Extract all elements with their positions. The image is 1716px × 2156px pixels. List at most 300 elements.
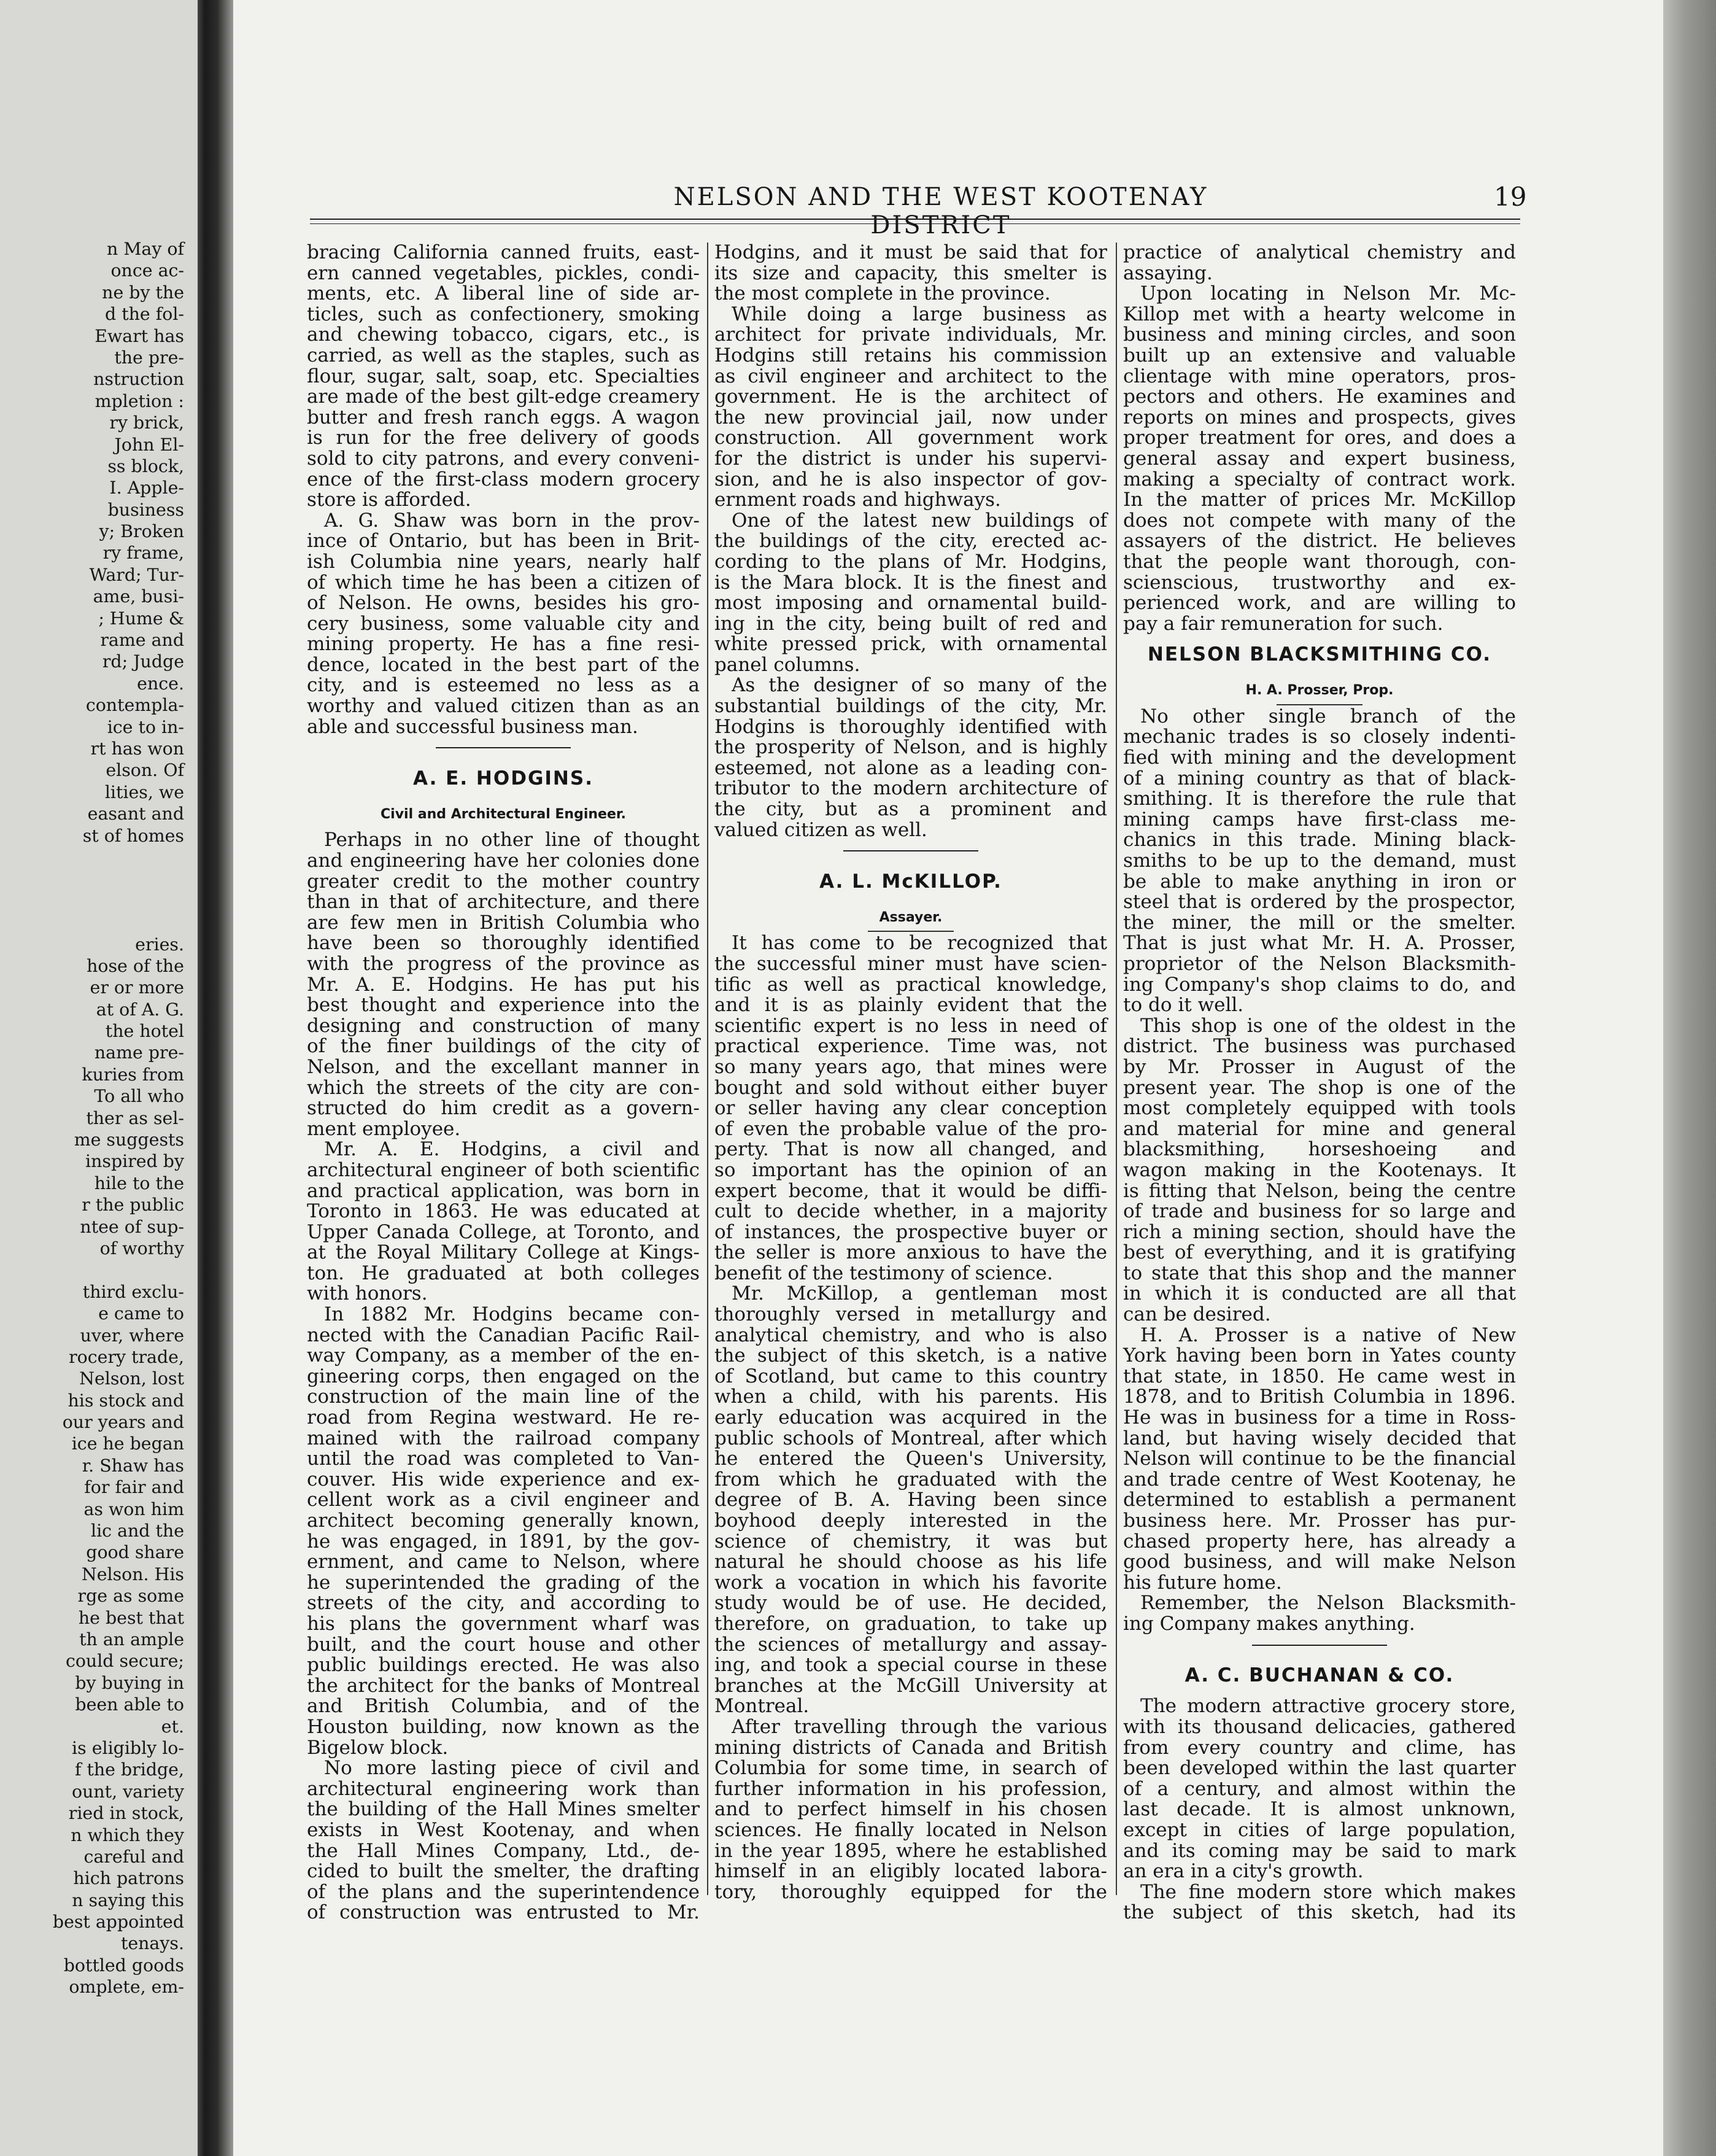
section-heading: A. L. McKILLOP. — [819, 870, 1002, 893]
text-line: chased property here, has already a — [1123, 1530, 1516, 1553]
text-line: architectural engineering work than — [307, 1777, 700, 1800]
text-line: Columbia for some time, in search of — [714, 1757, 1107, 1780]
text-line: by Mr. Prosser in August of the — [1123, 1055, 1516, 1078]
text-line: structed do him credit as a govern- — [307, 1097, 700, 1120]
text-line: most completely equipped with tools — [1123, 1097, 1516, 1120]
text-line: dence, located in the best part of the — [307, 653, 700, 676]
text-line: way Company, as a member of the en- — [307, 1344, 700, 1367]
text-line: is the Mara block. It is the finest and — [714, 571, 1107, 594]
text-line: study would be of use. He decided, — [714, 1592, 1107, 1615]
text-line: which the streets of the city are con- — [307, 1076, 700, 1099]
text-line: pay a fair remuneration for such. — [1123, 612, 1444, 635]
text-line: gineering corps, then engaged on the — [307, 1365, 700, 1387]
text-line: been developed within the last quarter — [1123, 1757, 1516, 1780]
text-line: with honors. — [307, 1282, 428, 1305]
text-line: That is just what Mr. H. A. Prosser, — [1123, 932, 1516, 955]
text-line: architect for private individuals, Mr. — [714, 324, 1107, 346]
text-line: land, but having wisely decided that — [1123, 1427, 1516, 1449]
text-line: Nelson will continue to be the financial — [1123, 1448, 1516, 1470]
text-line: and British Columbia, and of the — [307, 1695, 700, 1718]
text-line: branches at the McGill University at — [714, 1674, 1107, 1697]
text-line: of the finer buildings of the city of — [307, 1035, 700, 1058]
text-line: business here. Mr. Prosser has pur- — [1123, 1510, 1516, 1532]
text-line: public schools of Montreal, after which — [714, 1427, 1107, 1449]
text-line: practical experience. Time was, not — [714, 1035, 1107, 1058]
text-line: mining property. He has a fine resi- — [307, 633, 700, 656]
text-line: scientific expert is no less in need of — [714, 1014, 1107, 1037]
fragment-line: ; Hume & — [98, 608, 184, 629]
fragment-line: omplete, em- — [69, 1977, 184, 1998]
text-line: The modern attractive grocery store, — [1140, 1695, 1516, 1718]
text-line: the Hall Mines Company, Ltd., de- — [307, 1839, 700, 1862]
text-line: natural he should choose as his life — [714, 1551, 1107, 1573]
text-line: and chewing tobacco, cigars, etc., is — [307, 324, 700, 346]
text-line: science of chemistry, it was but — [714, 1530, 1107, 1553]
text-line: No more lasting piece of civil and — [324, 1757, 700, 1780]
fragment-line: rocery trade, — [69, 1346, 184, 1367]
fragment-line: been able to — [75, 1694, 184, 1715]
text-line: flour, sugar, salt, soap, etc. Specialties — [307, 365, 700, 387]
text-line: 1878, and to British Columbia in 1896. — [1123, 1386, 1516, 1408]
text-line: perty. That is now all changed, and — [714, 1138, 1107, 1161]
fragment-line: st of homes — [82, 825, 184, 846]
text-line: Killop met with a hearty welcome in — [1123, 303, 1516, 325]
text-line: ment employee. — [307, 1117, 461, 1140]
page-edge-shadow — [1663, 0, 1716, 2156]
text-line: exists in West Kootenay, and when — [307, 1818, 700, 1841]
text-line: can be desired. — [1123, 1303, 1271, 1326]
text-line: While doing a large business as — [732, 303, 1107, 325]
fragment-line: ice to in- — [107, 716, 184, 737]
fragment-line — [0, 890, 184, 912]
text-line: of construction was entrusted to Mr. — [307, 1901, 700, 1924]
text-line: assayers of the district. He believes — [1123, 530, 1516, 553]
fragment-line: his stock and — [68, 1390, 184, 1411]
fragment-line: tenays. — [120, 1933, 184, 1954]
text-line: ton. He graduated at both colleges — [307, 1262, 700, 1284]
fragment-line: is eligibly lo- — [72, 1737, 184, 1758]
text-line: boyhood deeply interested in the — [714, 1510, 1107, 1532]
text-line: blacksmithing, horseshoeing and — [1123, 1138, 1516, 1161]
text-line: construction of the main line of the — [307, 1386, 700, 1408]
text-line: able and successful business man. — [307, 715, 638, 738]
text-line: In the matter of prices Mr. McKillop — [1123, 489, 1516, 511]
section-divider — [1123, 1635, 1516, 1656]
text-line: Hodgins still retains his commission — [714, 344, 1107, 366]
text-line: Upper Canada College, at Toronto, and — [307, 1220, 700, 1243]
text-line: so important has the opinion of an — [714, 1158, 1107, 1181]
fragment-line: Nelson. His — [81, 1564, 184, 1584]
text-line: present year. The shop is one of the — [1123, 1076, 1516, 1099]
text-line: mining camps have first-class me- — [1123, 808, 1516, 831]
text-line: from which he graduated with the — [714, 1468, 1107, 1491]
text-line: Houston building, now known as the — [307, 1715, 700, 1738]
text-line: store is afforded. — [307, 489, 471, 511]
text-line: an era in a city's growth. — [1123, 1860, 1364, 1883]
text-line: ish Columbia nine years, nearly half — [307, 550, 700, 573]
text-line: Hodgins, and it must be said that for — [714, 241, 1107, 263]
text-line: He was in business for a time in Ross- — [1123, 1406, 1516, 1429]
text-line: in which it is conducted are all that — [1123, 1282, 1516, 1305]
running-title: NELSON AND THE WEST KOOTENAY DISTRICT — [673, 183, 1208, 239]
text-line: analytical chemistry, and who is also — [714, 1324, 1107, 1346]
text-line: perienced work, and are willing to — [1123, 592, 1516, 615]
fragment-line: business — [107, 499, 184, 520]
fragment-line: third exclu- — [82, 1281, 184, 1302]
text-line: of Scotland, but came to this country — [714, 1365, 1107, 1387]
column-divider — [1116, 242, 1117, 1895]
fragment-line: the pre- — [114, 347, 184, 368]
fragment-line: ntee of sup- — [80, 1216, 184, 1237]
fragment-line: I. Apple- — [109, 478, 184, 498]
text-line: bracing California canned fruits, east- — [307, 241, 700, 263]
text-line: general assay and expert business, — [1123, 447, 1516, 470]
text-line: and practical application, was born in — [307, 1179, 700, 1202]
fragment-line: elson. Of — [106, 760, 184, 781]
text-line: Mr. A. E. Hodgins, a civil and — [324, 1138, 700, 1161]
text-line: thoroughly versed in metallurgy and — [714, 1303, 1107, 1326]
text-line: ments, etc. A liberal line of side ar- — [307, 282, 700, 305]
fragment-line: inspired by — [85, 1151, 184, 1172]
fragment-line: once ac- — [110, 260, 184, 281]
text-line: in the year 1895, where he established — [714, 1839, 1107, 1862]
facing-page-fragment — [0, 0, 198, 2156]
text-line: rich a mining section, should have the — [1123, 1220, 1516, 1243]
text-line: ing Company makes anything. — [1123, 1612, 1415, 1635]
text-line: the building of the Hall Mines smelter — [307, 1798, 700, 1821]
text-line: It has come to be recognized that — [732, 932, 1107, 955]
text-line: with its thousand delicacies, gathered — [1123, 1715, 1516, 1738]
section-subheading: Assayer. — [714, 902, 1107, 933]
fragment-line: ried in stock, — [68, 1803, 184, 1824]
fragment-line: ount, variety — [72, 1781, 184, 1802]
fragment-line: n which they — [71, 1824, 184, 1845]
text-line: esteemed, not alone as a leading con- — [714, 756, 1107, 779]
text-line: sold to city patrons, and every conveni- — [307, 447, 700, 470]
fragment-line: our years and — [62, 1412, 184, 1433]
fragment-line: Ward; Tur- — [89, 564, 184, 585]
text-line: tributor to the modern architecture of — [714, 777, 1107, 800]
text-line: best thought and experience into the — [307, 994, 700, 1017]
text-line: Montreal. — [714, 1695, 810, 1718]
text-line: the successful miner must have scien- — [714, 952, 1107, 975]
text-line: therefore, on graduation, to take up — [714, 1612, 1107, 1635]
text-line: work a vocation in which his favorite — [714, 1571, 1107, 1594]
text-line: Toronto in 1863. He was educated at — [307, 1200, 700, 1223]
text-line: One of the latest new buildings of — [732, 509, 1107, 532]
fragment-line: the hotel — [105, 1021, 184, 1042]
text-line: cided to built the smelter, the drafting — [307, 1860, 700, 1883]
fragment-line: ther as sel- — [86, 1107, 184, 1128]
text-line: its size and capacity, this smelter is — [714, 262, 1107, 284]
text-line: of which time he has been a citizen of — [307, 571, 700, 594]
text-line: the sciences of metallurgy and assay- — [714, 1633, 1107, 1656]
text-line: smiths to be up to the demand, must — [1123, 850, 1516, 872]
text-line: proprietor of the Nelson Blacksmith- — [1123, 952, 1516, 975]
text-line: degree of B. A. Having been since — [714, 1489, 1107, 1511]
text-line: Mr. A. E. Hodgins. He has put his — [307, 973, 700, 996]
fragment-line: r the public — [82, 1195, 184, 1216]
fragment-line: d the fol- — [105, 304, 184, 325]
text-line: assaying. — [1123, 262, 1213, 284]
page-number: 19 — [1494, 182, 1527, 212]
fragment-line: th an ample — [79, 1629, 184, 1650]
text-line: A. G. Shaw was born in the prov- — [324, 509, 700, 532]
text-line: mining districts of Canada and British — [714, 1736, 1107, 1759]
text-line: mechanic trades is so closely indenti- — [1123, 726, 1516, 748]
text-line: fied with mining and the development — [1123, 746, 1516, 769]
text-line: the miner, the mill or the smelter. — [1123, 911, 1516, 934]
fragment-line: me suggests — [74, 1130, 184, 1150]
text-line: Perhaps in no other line of thought — [324, 829, 700, 851]
text-line: determined to establish a permanent — [1123, 1489, 1516, 1511]
fragment-line: ry brick, — [109, 413, 184, 433]
text-line: clientage with mine operators, pros- — [1123, 365, 1516, 387]
text-line: the prosperity of Nelson, and is highly — [714, 736, 1107, 759]
fragment-line: ame, busi- — [93, 586, 184, 607]
fragment-line: at of A. G. — [96, 999, 184, 1020]
text-line: sion, and he is also inspector of gov- — [714, 468, 1107, 491]
text-column-3 — [1123, 242, 1516, 1923]
text-line: ence of the first-class modern grocery — [307, 468, 700, 491]
text-line: and it is as plainly evident that the — [714, 994, 1107, 1017]
section-divider — [307, 737, 700, 758]
fragment-line: rge as some — [77, 1586, 184, 1607]
fragment-line: could secure; — [65, 1651, 184, 1672]
text-line: of the plans and the superintendence — [307, 1880, 700, 1903]
text-line: nected with the Canadian Pacific Rail- — [307, 1324, 700, 1346]
text-line: ernment roads and highways. — [714, 489, 1001, 511]
fragment-line: uver, where — [80, 1325, 184, 1346]
text-line: city, and is esteemed no less as a — [307, 674, 700, 697]
fragment-line: ss block, — [107, 456, 184, 476]
text-line: Hodgins is thoroughly identified with — [714, 715, 1107, 738]
text-line: reports on mines and prospects, gives — [1123, 406, 1516, 428]
fragment-line: er or more — [90, 977, 184, 998]
section-subheading: H. A. Prosser, Prop. — [1123, 675, 1516, 706]
text-line: built, and the court house and other — [307, 1633, 700, 1656]
fragment-line: rt has won — [90, 738, 184, 759]
text-line: bought and sold without either buyer — [714, 1076, 1107, 1099]
fragment-line: ne by the — [102, 282, 184, 303]
text-line: ing in the city, being built of red and — [714, 612, 1107, 635]
text-line: of even the probable value of the pro- — [714, 1117, 1107, 1140]
text-line: the subject of this sketch, had its — [1123, 1901, 1516, 1924]
fragment-line: contempla- — [85, 695, 184, 716]
fragment-line: hose of the — [87, 955, 184, 976]
fragment-line: rame and — [100, 630, 184, 651]
text-line: mained with the railroad company — [307, 1427, 700, 1449]
text-line: cery business, some valuable city and — [307, 612, 700, 635]
fragment-line: careful and — [83, 1846, 184, 1867]
fragment-line: Nelson, lost — [79, 1368, 184, 1389]
section-divider — [714, 840, 1107, 861]
text-line: so many years ago, that mines were — [714, 1055, 1107, 1078]
text-line: government. He is the architect of — [714, 386, 1107, 408]
text-line: at the Royal Military College at Kings- — [307, 1241, 700, 1264]
fragment-line: rd; Judge — [102, 651, 184, 672]
text-line: as civil engineer and architect to the — [714, 365, 1107, 387]
text-line: built up an extensive and valuable — [1123, 344, 1516, 366]
text-column-1 — [307, 242, 700, 1923]
text-column-2 — [714, 242, 1107, 1902]
text-line: good business, and will make Nelson — [1123, 1551, 1516, 1573]
fragment-line: n saying this — [72, 1890, 184, 1910]
text-line: than in that of architecture, and there — [307, 891, 700, 913]
fragment-line — [0, 912, 184, 933]
text-line: carried, as well as the staples, such as — [307, 344, 700, 366]
text-line: Nelson, and the excellant manner in — [307, 1055, 700, 1078]
fragment-line — [0, 847, 184, 868]
fragment-line: To all who — [94, 1086, 184, 1107]
text-line: making a specialty of contract work. — [1123, 468, 1516, 491]
text-line: of a mining country as that of black- — [1123, 767, 1516, 789]
text-line: ing Company's shop claims to do, and — [1123, 973, 1516, 996]
text-line: is fitting that Nelson, being the centre — [1123, 1179, 1516, 1202]
text-line: Bigelow block. — [307, 1736, 449, 1759]
text-line: white pressed prick, with ornamental — [714, 633, 1107, 656]
text-line: ing, and took a special course in these — [714, 1654, 1107, 1677]
fragment-line: f the bridge, — [74, 1759, 184, 1780]
fragment-line: kuries from — [82, 1064, 184, 1085]
text-line: the architect for the banks of Montreal — [307, 1674, 700, 1697]
text-line: with the progress of the province as — [307, 952, 700, 975]
text-line: his future home. — [1123, 1571, 1282, 1594]
text-line: valued citizen as well. — [714, 818, 927, 841]
text-line: of trade and business for so large and — [1123, 1200, 1516, 1223]
text-line: most imposing and ornamental build- — [714, 592, 1107, 615]
text-line: for the district is under his supervi- — [714, 447, 1107, 470]
fragment-line: mpletion : — [95, 390, 184, 411]
book-gutter — [198, 0, 233, 2156]
text-line: he was engaged, in 1891, by the gov- — [307, 1530, 700, 1553]
text-line: he entered the Queen's University, — [714, 1448, 1107, 1470]
text-line: the city, but as a prominent and — [714, 798, 1107, 821]
text-line: are made of the best gilt-edge creamery — [307, 386, 700, 408]
text-line: and to perfect himself in his chosen — [714, 1798, 1107, 1821]
text-line: and engineering have her colonies done — [307, 850, 700, 872]
facing-page-text — [0, 238, 184, 1998]
fragment-line: lic and the — [91, 1521, 184, 1541]
text-line: of a century, and almost within the — [1123, 1777, 1516, 1800]
header-rule — [310, 219, 1520, 224]
fragment-line: best appointed — [52, 1912, 184, 1933]
text-line: streets of the city, and according to — [307, 1592, 700, 1615]
text-line: This shop is one of the oldest in the — [1140, 1014, 1516, 1037]
text-line: that state, in 1850. He came west in — [1123, 1365, 1516, 1387]
text-line: himself in an eligibly located labora- — [714, 1860, 1107, 1883]
text-line: further information in his profession, — [714, 1777, 1107, 1800]
text-line: or seller having any clear conception — [714, 1097, 1107, 1120]
text-line: In 1882 Mr. Hodgins became con- — [324, 1303, 700, 1326]
fragment-line: hich patrons — [73, 1868, 184, 1889]
text-line: substantial buildings of the city, Mr. — [714, 695, 1107, 718]
text-line: architect becoming generally known, — [307, 1510, 700, 1532]
text-line: practice of analytical chemistry and — [1123, 241, 1516, 263]
fragment-line: lities, we — [104, 781, 184, 802]
section-heading: A. E. HODGINS. — [413, 767, 593, 789]
text-line: sciences. He finally located in Nelson — [714, 1818, 1107, 1841]
fragment-line: by buying in — [75, 1672, 184, 1693]
text-line: Mr. McKillop, a gentleman most — [732, 1282, 1107, 1305]
fragment-line: good share — [86, 1542, 184, 1563]
text-line: public buildings erected. He was also — [307, 1654, 700, 1677]
text-line: The fine modern store which makes — [1140, 1880, 1516, 1903]
text-line: last decade. It is almost unknown, — [1123, 1798, 1516, 1821]
text-line: when a child, with his parents. His — [714, 1386, 1107, 1408]
text-line: couver. His wide experience and ex- — [307, 1468, 700, 1491]
fragment-line — [0, 868, 184, 890]
text-line: smithing. It is therefore the rule that — [1123, 788, 1516, 810]
fragment-line: bottled goods — [63, 1955, 184, 1976]
text-line: As the designer of so many of the — [732, 674, 1107, 697]
text-line: early education was acquired in the — [714, 1406, 1107, 1429]
text-line: scienscious, trustworthy and ex- — [1123, 571, 1516, 594]
text-line: panel columns. — [714, 653, 860, 676]
fragment-line: r. Shaw has — [82, 1455, 184, 1476]
text-line: designing and construction of many — [307, 1014, 700, 1037]
text-line: ince of Ontario, but has been in Brit- — [307, 530, 700, 553]
fragment-line: eries. — [135, 934, 184, 955]
text-line: York having been born in Yates county — [1123, 1344, 1516, 1367]
text-line: tific as well as practical knowledge, — [714, 973, 1107, 996]
text-line: best of everything, and it is gratifying — [1123, 1241, 1516, 1264]
fragment-line: ence. — [137, 673, 184, 694]
fragment-line: name pre- — [94, 1042, 184, 1063]
text-line: from every country and clime, has — [1123, 1736, 1516, 1759]
fragment-line: n May of — [107, 239, 184, 259]
text-line: and its coming may be said to mark — [1123, 1839, 1516, 1862]
text-line: the most complete in the province. — [714, 282, 1051, 305]
section-heading: NELSON BLACKSMITHING CO. — [1147, 643, 1492, 666]
fragment-line: hile to the — [94, 1173, 184, 1193]
text-line: to do it well. — [1123, 994, 1244, 1017]
text-line: to state that this shop and the manner — [1123, 1262, 1516, 1284]
fragment-line: for fair and — [84, 1477, 184, 1498]
text-line: be able to make anything in iron or — [1123, 870, 1516, 893]
text-line: expert become, that it would be diffi- — [714, 1179, 1107, 1202]
text-line: tory, thoroughly equipped for the — [714, 1880, 1107, 1903]
text-line: the buildings of the city, erected ac- — [714, 530, 1107, 553]
text-line: road from Regina westward. He re- — [307, 1406, 700, 1429]
fragment-line: easant and — [87, 804, 184, 824]
column-divider — [707, 242, 708, 1895]
text-line: cording to the plans of Mr. Hodgins, — [714, 550, 1107, 573]
text-line: architectural engineer of both scientific — [307, 1158, 700, 1181]
text-line: ern canned vegetables, pickles, condi- — [307, 262, 700, 284]
text-line: are few men in British Columbia who — [307, 911, 700, 934]
text-line: butter and fresh ranch eggs. A wagon — [307, 406, 700, 428]
text-line: wagon making in the Kootenays. It — [1123, 1158, 1516, 1181]
fragment-line: et. — [161, 1716, 184, 1737]
text-line: ernment, and came to Nelson, where — [307, 1551, 700, 1573]
text-line: have been so thoroughly identified — [307, 932, 700, 955]
text-line: except in cities of large population, — [1123, 1818, 1516, 1841]
text-line: pectors and others. He examines and — [1123, 386, 1516, 408]
fragment-line: as won him — [83, 1499, 184, 1519]
text-line: ticles, such as confectionery, smoking — [307, 303, 700, 325]
text-line: steel that is ordered by the prospector, — [1123, 891, 1516, 913]
text-line: worthy and valued citizen than as an — [307, 695, 700, 718]
fragment-line: ry frame, — [102, 543, 184, 564]
fragment-line: nstruction — [93, 369, 184, 390]
text-line: Upon locating in Nelson Mr. Mc- — [1140, 282, 1516, 305]
text-line: his plans the government wharf was — [307, 1612, 700, 1635]
text-line: district. The business was purchased — [1123, 1035, 1516, 1058]
text-line: until the road was completed to Van- — [307, 1448, 700, 1470]
section-subheading: Civil and Architectural Engineer. — [381, 807, 626, 823]
text-line: of instances, the prospective buyer or — [714, 1220, 1107, 1243]
